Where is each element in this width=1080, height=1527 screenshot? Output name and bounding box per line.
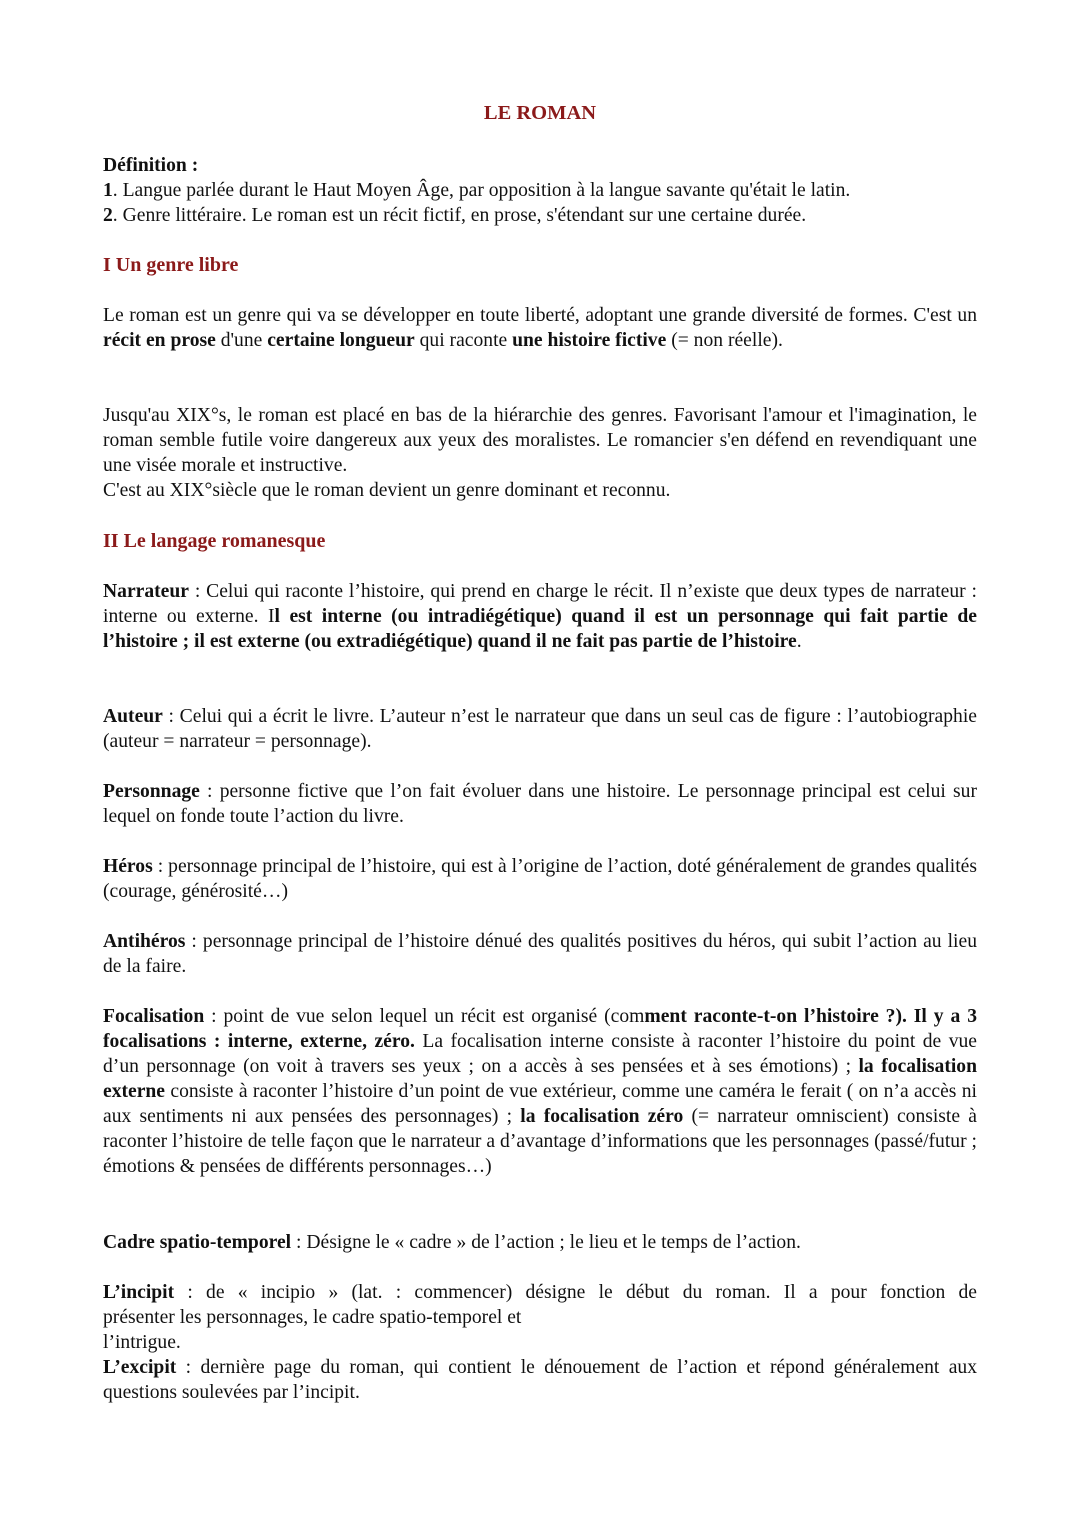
definition-heading: Définition : — [103, 155, 199, 176]
definition-focalisation: Focalisation : point de vue selon lequel un récit est organisé (comment raconte-t-on l’histoire ?). Il y a 3 focalisations : interne, externe, zéro. La focalisation interne consiste à raconter l’histoire du point de vue d’un personnage (on voit à travers ses yeux ; on a accès à ses pensées et à ses émotions) ; la focalisation externe consiste à raconter l’histoire d’un point de vue extérieur, comme une caméra le ferait ( on n’a accès ni aux sentiments ni aux pensées des personnages) ; la focalisation zéro (= narrateur omniscient) consiste à raconter l’histoire de telle façon que le narrateur a d’avantage d’informations que les personnages (passé/futur ; émotions & pensées de différents personnages…) — [103, 1006, 977, 1177]
definition-item-1: 1. Langue parlée durant le Haut Moyen Âge, par opposition à la langue savante qu'était le latin. — [103, 180, 851, 201]
definition-item-2: 2. Genre littéraire. Le roman est un récit fictif, en prose, s'étendant sur une certaine durée. — [103, 205, 807, 226]
definition-auteur: Auteur : Celui qui a écrit le livre. L’auteur n’est le narrateur que dans un seul cas de figure : l’autobiographie (auteur = narrateur = personnage). — [103, 706, 977, 752]
page-title: LE ROMAN — [483, 102, 597, 124]
section-1-paragraph-2: Jusqu'au XIX°s, le roman est placé en bas de la hiérarchie des genres. Favorisant l'amour et l'imagination, le roman semble futile voire dangereux aux yeux des moralistes. Le romancier s'en défend en revendiquant une une visée morale et instructive. C'est au XIX°siècle que le roman devient un genre dominant et reconnu. — [103, 405, 977, 501]
section-2-heading: II Le langage romanesque — [103, 530, 326, 552]
definition-incipit: L’incipit : de « incipio » (lat. : commencer) désigne le début du roman. Il a pour fonction de présenter les personnages, le cadre spatio-temporel et l’intrigue. — [103, 1282, 977, 1353]
definition-personnage: Personnage : personne fictive que l’on fait évoluer dans une histoire. Le personnage principal est celui sur lequel on fonde toute l’action du livre. — [103, 781, 977, 827]
definition-narrateur: Narrateur : Celui qui raconte l’histoire, qui prend en charge le récit. Il n’existe que deux types de narrateur : interne ou externe. Il est interne (ou intradiégétique) quand il est un personnage qui fait partie de l’histoire ; il est externe (ou extradiégétique) quand il ne fait pas partie de l’histoire. — [103, 581, 977, 652]
section-1-paragraph-1: Le roman est un genre qui va se développer en toute liberté, adoptant une grande diversité de formes. C'est un récit en prose d'une certaine longueur qui raconte une histoire fictive (= non réelle). — [103, 305, 977, 351]
definition-heros: Héros : personnage principal de l’histoire, qui est à l’origine de l’action, doté généralement de grandes qualités (courage, générosité…) — [103, 856, 977, 902]
definition-antiheros: Antihéros : personnage principal de l’histoire dénué des qualités positives du héros, qui subit l’action au lieu de la faire. — [103, 931, 977, 977]
definition-excipit: L’excipit : dernière page du roman, qui contient le dénouement de l’action et répond généralement aux questions soulevées par l’incipit. — [103, 1357, 977, 1403]
definition-cadre: Cadre spatio-temporel : Désigne le « cadre » de l’action ; le lieu et le temps de l’action. — [103, 1232, 801, 1253]
definition-block — [103, 153, 977, 228]
section-1-heading: I Un genre libre — [103, 254, 239, 276]
section-1-paragraph-3: C'est au XIX°siècle que le roman devient un genre dominant et reconnu. — [103, 480, 671, 501]
